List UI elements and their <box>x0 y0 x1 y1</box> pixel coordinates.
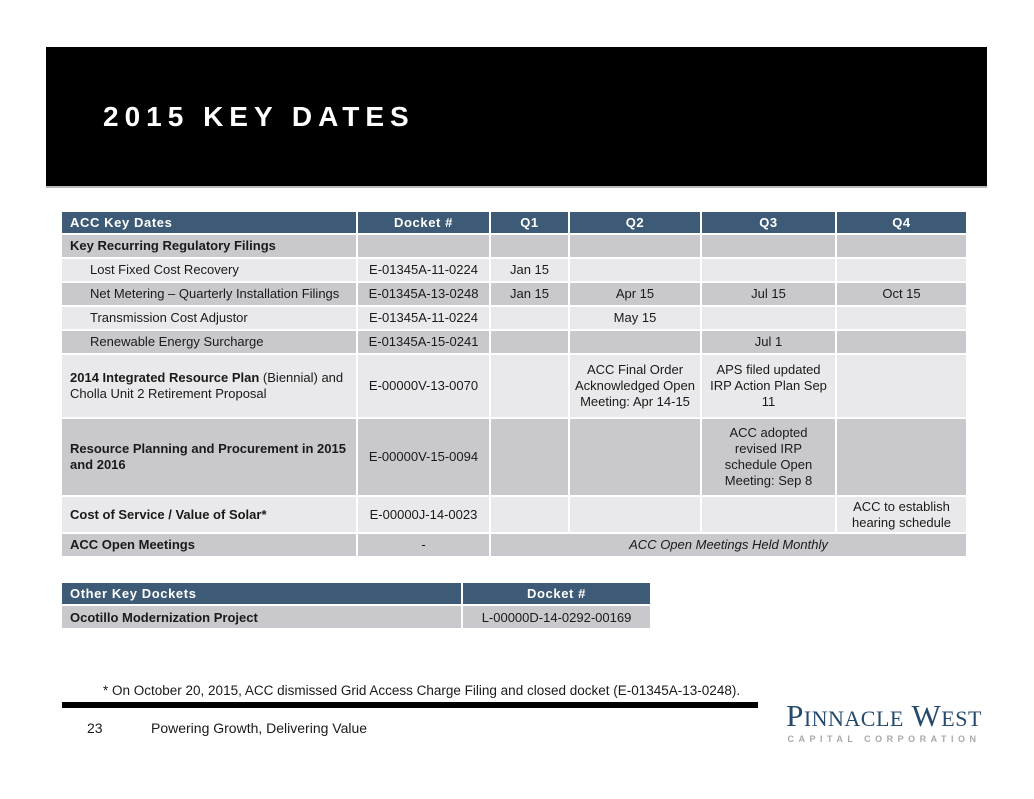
q4-cell <box>837 355 966 417</box>
q2-cell <box>570 235 700 257</box>
q1-cell <box>491 419 568 495</box>
row-label <box>62 355 356 417</box>
docket-cell: - <box>358 534 489 556</box>
acc-key-dates-table <box>60 210 968 558</box>
column-header-docket: Docket # <box>463 583 650 604</box>
q4-cell <box>837 235 966 257</box>
docket-cell: E-00000V-15-0094 <box>358 419 489 495</box>
docket-cell: E-00000V-13-0070 <box>358 355 489 417</box>
table-header-row <box>62 583 650 604</box>
q1-cell <box>491 307 568 329</box>
column-header-q3: Q3 <box>702 212 835 233</box>
footnote: * On October 20, 2015, ACC dismissed Grid Access Charge Filing and closed docket (E-01345A-13-0248). <box>103 683 741 698</box>
table-row <box>62 606 650 628</box>
logo-subtitle: CAPITAL CORPORATION <box>787 734 981 744</box>
row-label-rest: (Biennial) and Cholla Unit 2 Retirement Proposal <box>70 370 344 401</box>
column-header-q4: Q4 <box>837 212 966 233</box>
column-header-q1: Q1 <box>491 212 568 233</box>
table-row <box>62 283 966 305</box>
q2-cell <box>570 331 700 353</box>
column-header-docket: Docket # <box>358 212 489 233</box>
docket-cell: E-01345A-11-0224 <box>358 307 489 329</box>
q4-cell <box>837 259 966 281</box>
q4-cell <box>837 307 966 329</box>
column-header-other-key-dockets: Other Key Dockets <box>62 583 461 604</box>
docket-cell: E-01345A-11-0224 <box>358 259 489 281</box>
row-label: ACC Open Meetings <box>62 534 356 556</box>
q2-cell: ACC Final Order Acknowledged Open Meeting: Apr 14-15 <box>570 355 700 417</box>
other-key-dockets-table-wrap <box>60 581 652 630</box>
q2-cell <box>570 419 700 495</box>
q2-cell <box>570 259 700 281</box>
table-header-row <box>62 212 966 233</box>
table-row <box>62 331 966 353</box>
slide-title-bar <box>46 47 987 186</box>
q1-cell: Jan 15 <box>491 283 568 305</box>
acc-key-dates-table-wrap <box>60 210 968 558</box>
docket-cell: E-00000J-14-0023 <box>358 497 489 532</box>
row-label: Key Recurring Regulatory Filings <box>62 235 356 257</box>
q3-cell: Jul 15 <box>702 283 835 305</box>
table-row <box>62 419 966 495</box>
table-row <box>62 307 966 329</box>
q4-cell: ACC to establish hearing schedule <box>837 497 966 532</box>
q3-cell: Jul 1 <box>702 331 835 353</box>
slide-title: 2015 KEY DATES <box>103 100 415 132</box>
docket-cell: E-01345A-15-0241 <box>358 331 489 353</box>
table-row <box>62 497 966 532</box>
other-key-dockets-table <box>60 581 652 630</box>
table-row-section-header <box>62 235 966 257</box>
q4-cell <box>837 331 966 353</box>
docket-cell: L-00000D-14-0292-00169 <box>463 606 650 628</box>
q2-cell <box>570 497 700 532</box>
docket-cell <box>358 235 489 257</box>
footer-divider-rule <box>62 702 758 708</box>
q3-cell: APS filed updated IRP Action Plan Sep 11 <box>702 355 835 417</box>
footer-tagline: Powering Growth, Delivering Value <box>151 720 368 736</box>
q3-cell: ACC adopted revised IRP schedule Open Meeting: Sep 8 <box>702 419 835 495</box>
q3-cell <box>702 235 835 257</box>
row-label: Lost Fixed Cost Recovery <box>62 259 356 281</box>
q3-cell <box>702 307 835 329</box>
column-header-acc-key-dates: ACC Key Dates <box>62 212 356 233</box>
q3-cell <box>702 497 835 532</box>
q4-cell <box>837 419 966 495</box>
q1-cell: Jan 15 <box>491 259 568 281</box>
q2-cell: Apr 15 <box>570 283 700 305</box>
q1-cell <box>491 235 568 257</box>
table-row <box>62 355 966 417</box>
row-label: Ocotillo Modernization Project <box>62 606 461 628</box>
q1-cell <box>491 355 568 417</box>
q1-cell <box>491 331 568 353</box>
row-label: Transmission Cost Adjustor <box>62 307 356 329</box>
row-label: Resource Planning and Procurement in 2015 and 2016 <box>62 419 356 495</box>
row-label: Cost of Service / Value of Solar* <box>62 497 356 532</box>
row-label-bold: 2014 Integrated Resource Plan <box>70 370 260 386</box>
row-label: Renewable Energy Surcharge <box>62 331 356 353</box>
q3-cell <box>702 259 835 281</box>
page-number: 23 <box>87 720 103 736</box>
docket-cell: E-01345A-13-0248 <box>358 283 489 305</box>
q4-cell: Oct 15 <box>837 283 966 305</box>
logo-wordmark: Pinnacle West <box>786 698 982 733</box>
table-row-acc-open-meetings <box>62 534 966 556</box>
q1-cell <box>491 497 568 532</box>
pinnacle-west-logo <box>780 700 988 744</box>
table-row <box>62 259 966 281</box>
q2-cell: May 15 <box>570 307 700 329</box>
row-label: Net Metering – Quarterly Installation Filings <box>62 283 356 305</box>
column-header-q2: Q2 <box>570 212 700 233</box>
monthly-meetings-note: ACC Open Meetings Held Monthly <box>491 534 966 556</box>
